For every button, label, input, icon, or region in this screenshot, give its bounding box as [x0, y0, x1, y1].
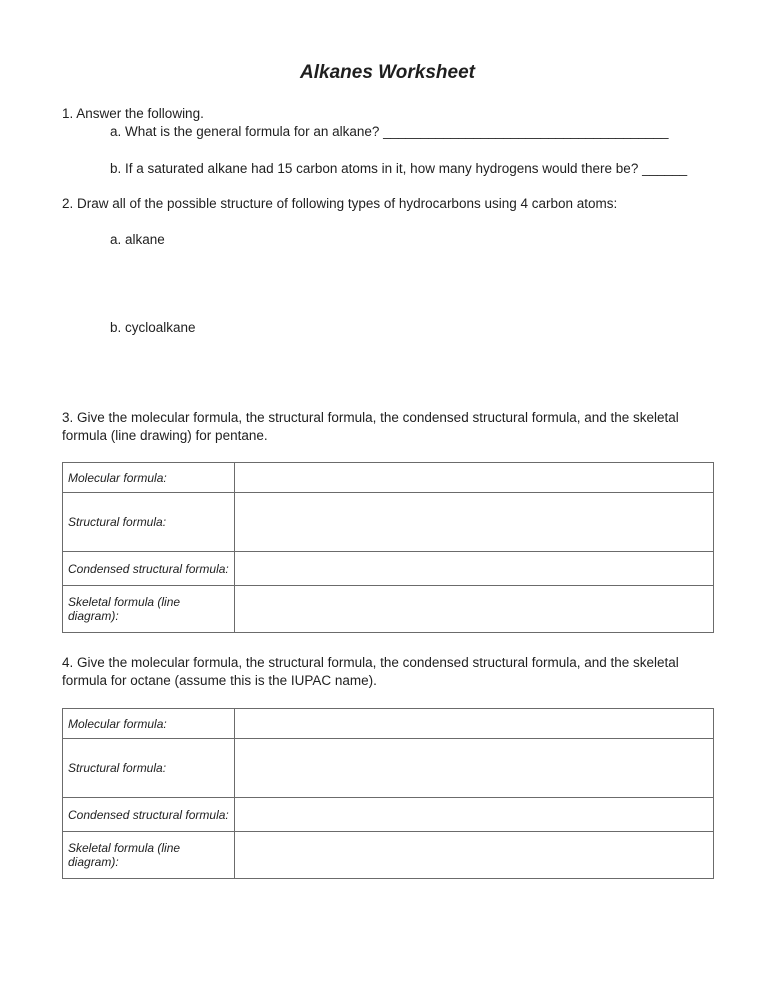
row-label-molecular-formula: Molecular formula:: [63, 709, 235, 739]
table-row: [63, 739, 714, 798]
table-row: [63, 463, 714, 493]
worksheet-title: Alkanes Worksheet: [300, 62, 475, 83]
question-1a: [110, 123, 713, 140]
row-label-skeletal-formula: Skeletal formula (line diagram):: [63, 832, 235, 879]
answer-cell-condensed-structural-formula[interactable]: [235, 798, 714, 832]
question-1b-text: b. If a saturated alkane had 15 carbon atoms in it, how many hydrogens would there be?: [110, 161, 643, 176]
row-label-structural-formula: Structural formula:: [63, 493, 235, 552]
table-row: [63, 552, 714, 586]
answer-cell-molecular-formula[interactable]: [235, 709, 714, 739]
question-1a-text: a. What is the general formula for an alkane?: [110, 124, 384, 139]
question-1a-answer-blank[interactable]: ______________________________________: [383, 124, 669, 139]
octane-formula-table: [62, 708, 714, 879]
question-4-heading: 4. Give the molecular formula, the structural formula, the condensed structural formula, and the skeletal formula for octane (assume this is the IUPAC name).: [62, 655, 679, 688]
question-2b-label: b. cycloalkane: [110, 320, 196, 335]
question-1-heading: 1. Answer the following.: [62, 106, 204, 121]
answer-cell-structural-formula[interactable]: [235, 493, 714, 552]
pentane-formula-table: [62, 462, 714, 633]
answer-cell-structural-formula[interactable]: [235, 739, 714, 798]
question-3-heading: 3. Give the molecular formula, the structural formula, the condensed structural formula, and the skeletal formula (line drawing) for pentane.: [62, 410, 679, 443]
table-row: [63, 832, 714, 879]
question-1b: [110, 160, 713, 177]
row-label-condensed-structural-formula: Condensed structural formula:: [63, 552, 235, 586]
answer-cell-condensed-structural-formula[interactable]: [235, 552, 714, 586]
answer-cell-molecular-formula[interactable]: [235, 463, 714, 493]
question-1b-answer-blank[interactable]: ______: [642, 161, 688, 176]
table-row: [63, 493, 714, 552]
row-label-structural-formula: Structural formula:: [63, 739, 235, 798]
row-label-molecular-formula: Molecular formula:: [63, 463, 235, 493]
table-row: [63, 586, 714, 633]
row-label-skeletal-formula: Skeletal formula (line diagram):: [63, 586, 235, 633]
question-2a-label: a. alkane: [110, 232, 165, 247]
answer-cell-skeletal-formula[interactable]: [235, 832, 714, 879]
question-2-heading: 2. Draw all of the possible structure of following types of hydrocarbons using 4 carbon atoms:: [62, 196, 618, 211]
answer-cell-skeletal-formula[interactable]: [235, 586, 714, 633]
table-row: [63, 709, 714, 739]
table-row: [63, 798, 714, 832]
row-label-condensed-structural-formula: Condensed structural formula:: [63, 798, 235, 832]
